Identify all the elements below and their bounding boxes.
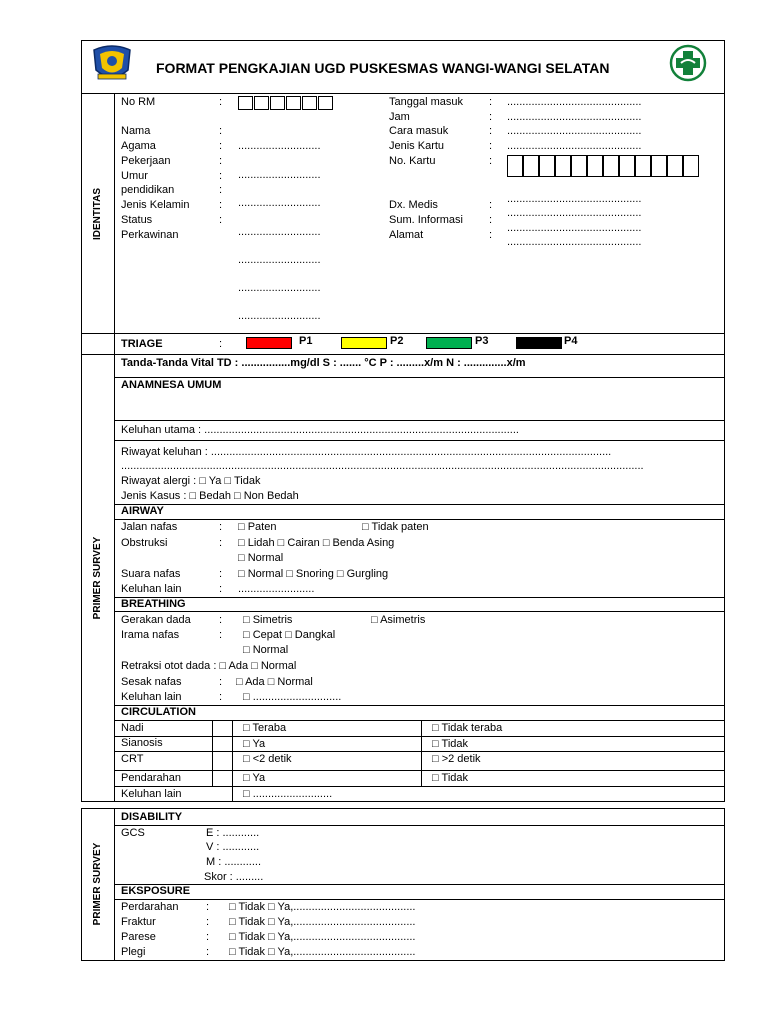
triage-p1-swatch[interactable] xyxy=(246,337,292,349)
triage-p2-swatch[interactable] xyxy=(341,337,387,349)
perdarahan-options[interactable]: □ Tidak □ Ya,........................................ xyxy=(229,901,416,913)
label-jenis-kartu: Jenis Kartu xyxy=(389,140,445,152)
section-primer-survey-label: PRIMER SURVEY xyxy=(92,536,103,620)
extra-field-2[interactable]: ........................... xyxy=(238,310,321,322)
dx-medis-field[interactable]: ............................................ xyxy=(507,193,642,205)
eksposure-row-perdarahan-label: Perdarahan xyxy=(121,901,179,913)
parese-options[interactable]: □ Tidak □ Ya,........................................ xyxy=(229,931,416,943)
sesak-nafas-label: Sesak nafas xyxy=(121,676,182,688)
label-agama: Agama xyxy=(121,140,156,152)
riwayat-alergi[interactable]: Riwayat alergi : □ Ya □ Tidak xyxy=(121,475,261,487)
pendarahan-tidak[interactable]: □ Tidak xyxy=(432,772,468,784)
umur-field[interactable]: ........................... xyxy=(238,169,321,181)
anamnesa-title: ANAMNESA UMUM xyxy=(121,379,222,391)
irama-nafas-normal[interactable]: □ Normal xyxy=(243,644,289,656)
cara-masuk-field[interactable]: ............................................ xyxy=(507,125,642,137)
vital-signs[interactable]: Tanda-Tanda Vital TD : ................mg/dl S : ....... °C P : .........x/m N : ..............x/m xyxy=(121,357,526,369)
sianosis-tidak[interactable]: □ Tidak xyxy=(432,738,468,750)
eksposure-row-parese-label: Parese xyxy=(121,931,156,943)
circulation-title: CIRCULATION xyxy=(121,706,196,718)
triage-label: TRIAGE xyxy=(121,338,163,350)
agama-field[interactable]: ........................... xyxy=(238,140,321,152)
breathing-keluhan-lain-field[interactable]: □ ............................. xyxy=(243,691,342,703)
triage-p4-label: P4 xyxy=(564,335,578,347)
pendarahan-ya[interactable]: □ Ya xyxy=(243,772,266,784)
eksposure-title: EKSPOSURE xyxy=(121,885,191,897)
section-primer-survey-2-label: PRIMER SURVEY xyxy=(92,842,103,926)
obstruksi-options[interactable]: □ Lidah □ Cairan □ Benda Asing xyxy=(238,537,395,549)
gcs-e-field[interactable]: E : ............ xyxy=(206,827,260,839)
breathing-keluhan-lain-label: Keluhan lain xyxy=(121,691,182,703)
label-perkawinan: Perkawinan xyxy=(121,229,179,241)
label-no-kartu: No. Kartu xyxy=(389,155,436,167)
nadi-tidak-teraba[interactable]: □ Tidak teraba xyxy=(432,722,503,734)
irama-nafas-label: Irama nafas xyxy=(121,629,180,641)
tanggal-masuk-field[interactable]: ............................................ xyxy=(507,96,642,108)
plegi-options[interactable]: □ Tidak □ Ya,........................................ xyxy=(229,946,416,958)
airway-keluhan-lain-field[interactable]: ......................... xyxy=(238,583,315,595)
nadi-teraba[interactable]: □ Teraba xyxy=(243,722,287,734)
riwayat-keluhan-cont[interactable]: ........................................................................................................................................................................... xyxy=(121,460,644,472)
perkawinan-field[interactable]: ........................... xyxy=(238,254,321,266)
keluhan-utama[interactable]: Keluhan utama : ....................................................................................................... xyxy=(121,424,519,436)
status-field[interactable]: ........................... xyxy=(238,226,321,238)
label-cara-masuk: Cara masuk xyxy=(389,125,449,137)
alamat-field[interactable]: ............................................ xyxy=(507,222,642,234)
triage-p2-label: P2 xyxy=(390,335,404,347)
label-status: Status xyxy=(121,214,153,226)
crt-under-2[interactable]: □ <2 detik xyxy=(243,753,292,765)
label-umur: Umur xyxy=(121,170,148,182)
jam-field[interactable]: ............................................ xyxy=(507,111,642,123)
circulation-keluhan-lain-field[interactable]: □ .......................... xyxy=(243,788,333,800)
label-jenis-kelamin: Jenis Kelamin xyxy=(121,199,190,211)
fraktur-options[interactable]: □ Tidak □ Ya,........................................ xyxy=(229,916,416,928)
section-identitas-label: IDENTITAS xyxy=(92,187,103,241)
obstruksi-label: Obstruksi xyxy=(121,537,168,549)
triage-p3-label: P3 xyxy=(475,335,489,347)
suara-nafas-options[interactable]: □ Normal □ Snoring □ Gurgling xyxy=(238,568,389,580)
jalan-nafas-tidak-paten[interactable]: □ Tidak paten xyxy=(362,521,429,533)
circulation-row-sianosis-label: Sianosis xyxy=(121,737,163,749)
page-title: FORMAT PENGKAJIAN UGD PUSKESMAS WANGI-WANGI SELATAN xyxy=(156,60,610,76)
extra-field-1[interactable]: ........................... xyxy=(238,282,321,294)
airway-keluhan-lain-label: Keluhan lain xyxy=(121,583,182,595)
alamat-field-2[interactable]: ............................................ xyxy=(507,236,642,248)
riwayat-keluhan[interactable]: Riwayat keluhan : ................................................................................................................................... xyxy=(121,446,612,458)
eksposure-row-fraktur-label: Fraktur xyxy=(121,916,156,928)
irama-nafas-options[interactable]: □ Cepat □ Dangkal xyxy=(243,629,336,641)
triage-p1-label: P1 xyxy=(299,335,313,347)
triage-p4-swatch[interactable] xyxy=(516,337,562,349)
label-alamat: Alamat xyxy=(389,229,424,241)
jenis-kelamin-field[interactable]: ........................... xyxy=(238,197,321,209)
jenis-kasus[interactable]: Jenis Kasus : □ Bedah □ Non Bedah xyxy=(121,490,299,502)
jenis-kartu-field[interactable]: ............................................ xyxy=(507,140,642,152)
sianosis-ya[interactable]: □ Ya xyxy=(243,738,266,750)
retraksi-otot-dada[interactable]: Retraksi otot dada : □ Ada □ Normal xyxy=(121,660,297,672)
label-sum-informasi: Sum. Informasi xyxy=(389,214,463,226)
disability-title: DISABILITY xyxy=(121,811,183,823)
eksposure-row-plegi-label: Plegi xyxy=(121,946,146,958)
label-pekerjaan: Pekerjaan xyxy=(121,155,171,167)
no-rm-label: No RM xyxy=(121,96,156,108)
airway-title: AIRWAY xyxy=(121,505,164,517)
breathing-title: BREATHING xyxy=(121,598,186,610)
gerakan-asimetris[interactable]: □ Asimetris xyxy=(371,614,426,626)
obstruksi-normal[interactable]: □ Normal xyxy=(238,552,284,564)
gerakan-dada-label: Gerakan dada xyxy=(121,614,191,626)
circulation-row-crt-label: CRT xyxy=(121,753,144,765)
regency-crest-icon xyxy=(88,44,136,84)
circulation-row-pendarahan-label: Pendarahan xyxy=(121,772,181,784)
gcs-m-field[interactable]: M : ............ xyxy=(206,856,262,868)
gcs-label: GCS xyxy=(121,827,145,839)
gcs-v-field[interactable]: V : ............ xyxy=(206,841,260,853)
gerakan-simetris[interactable]: □ Simetris xyxy=(243,614,293,626)
circulation-row-nadi-label: Nadi xyxy=(121,722,144,734)
circulation-keluhan-lain-label: Keluhan lain xyxy=(121,788,182,800)
jalan-nafas-paten[interactable]: □ Paten xyxy=(238,521,277,533)
crt-over-2[interactable]: □ >2 detik xyxy=(432,753,481,765)
label-jam: Jam xyxy=(389,111,410,123)
gcs-skor-field[interactable]: Skor : ......... xyxy=(204,871,264,883)
sesak-nafas-options[interactable]: □ Ada □ Normal xyxy=(236,676,313,688)
sum-informasi-field[interactable]: ............................................ xyxy=(507,207,642,219)
triage-p3-swatch[interactable] xyxy=(426,337,472,349)
label-nama: Nama xyxy=(121,125,151,137)
label-pendidikan: pendidikan xyxy=(121,184,175,196)
jalan-nafas-label: Jalan nafas xyxy=(121,521,178,533)
label-dx-medis: Dx. Medis xyxy=(389,199,438,211)
suara-nafas-label: Suara nafas xyxy=(121,568,181,580)
puskesmas-cross-icon xyxy=(669,44,707,82)
label-tanggal-masuk: Tanggal masuk xyxy=(389,96,463,108)
